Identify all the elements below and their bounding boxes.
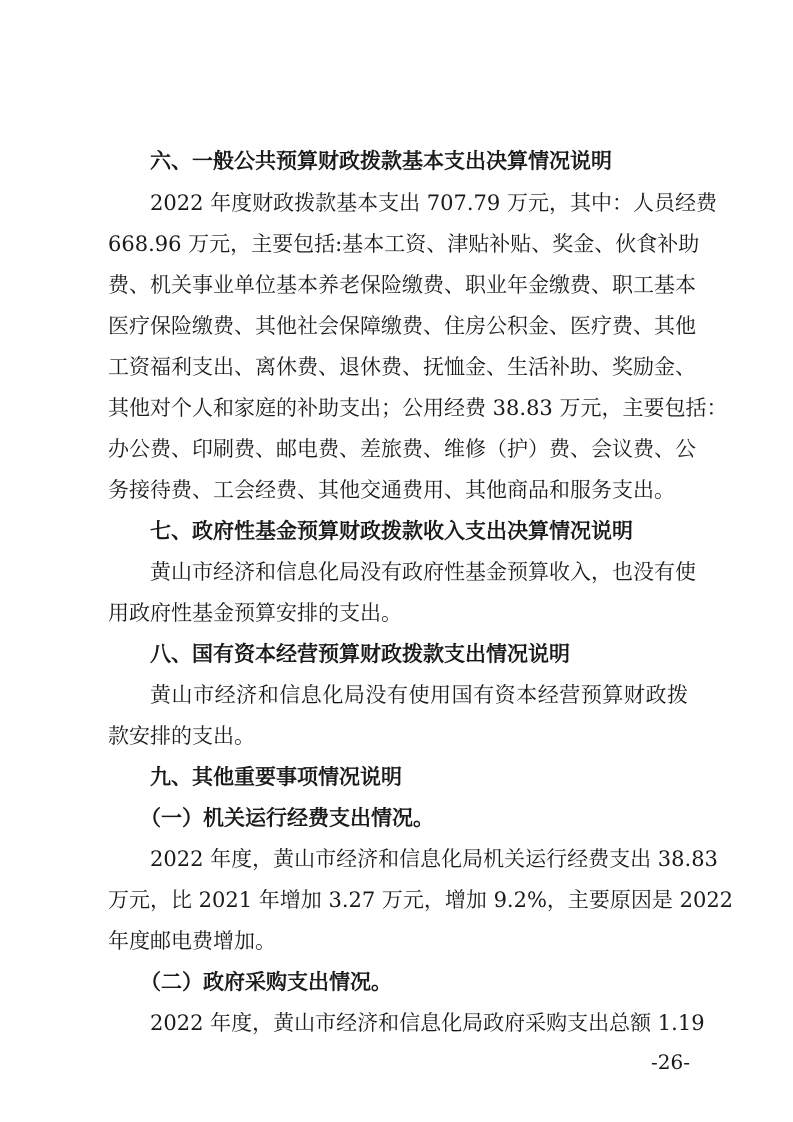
section-9-sub-1-line-3: 年度邮电费增加。 [108, 929, 276, 953]
section-6-line-4: 医疗保险缴费、其他社会保障缴费、住房公积金、医疗费、其他 [108, 314, 696, 338]
section-9-sub-1-heading: （一）机关运行经费支出情况。 [140, 806, 434, 830]
section-6-line-8: 务接待费、工会经费、其他交通费用、其他商品和服务支出。 [108, 478, 675, 502]
section-9-sub-2-line-1: 2022 年度，黄山市经济和信息化局政府采购支出总额 1.19 [150, 1011, 705, 1035]
section-9-heading: 九、其他重要事项情况说明 [150, 765, 402, 789]
section-6-line-1: 2022 年度财政拨款基本支出 707.79 万元，其中：人员经费 [150, 191, 717, 215]
section-6-heading: 六、一般公共预算财政拨款基本支出决算情况说明 [150, 149, 612, 173]
section-6-line-6: 其他对个人和家庭的补助支出；公用经费 38.83 万元，主要包括： [108, 396, 728, 420]
section-6-line-2: 668.96 万元，主要包括:基本工资、津贴补贴、奖金、伙食补助 [108, 232, 700, 256]
section-8-line-2: 款安排的支出。 [108, 724, 255, 748]
section-7-line-2: 用政府性基金预算安排的支出。 [108, 601, 402, 625]
section-7-heading: 七、政府性基金预算财政拨款收入支出决算情况说明 [150, 519, 633, 543]
section-6-line-5: 工资福利支出、离休费、退休费、抚恤金、生活补助、奖励金、 [108, 355, 696, 379]
section-9-sub-2-heading: （二）政府采购支出情况。 [140, 970, 392, 994]
section-9-sub-1-line-2: 万元，比 2021 年增加 3.27 万元，增加 9.2%，主要原因是 2022 [108, 888, 734, 912]
section-7-line-1: 黄山市经济和信息化局没有政府性基金预算收入，也没有使 [150, 560, 696, 584]
section-6-line-3: 费、机关事业单位基本养老保险缴费、职业年金缴费、职工基本 [108, 273, 696, 297]
section-9-sub-1-line-1: 2022 年度，黄山市经济和信息化局机关运行经费支出 38.83 [150, 847, 718, 871]
section-8-heading: 八、国有资本经营预算财政拨款支出情况说明 [150, 642, 570, 666]
section-8-line-1: 黄山市经济和信息化局没有使用国有资本经营预算财政拨 [150, 683, 688, 707]
section-6-line-7: 办公费、印刷费、邮电费、差旅费、维修（护）费、会议费、公 [108, 437, 696, 461]
page-number: -26- [651, 1050, 690, 1074]
